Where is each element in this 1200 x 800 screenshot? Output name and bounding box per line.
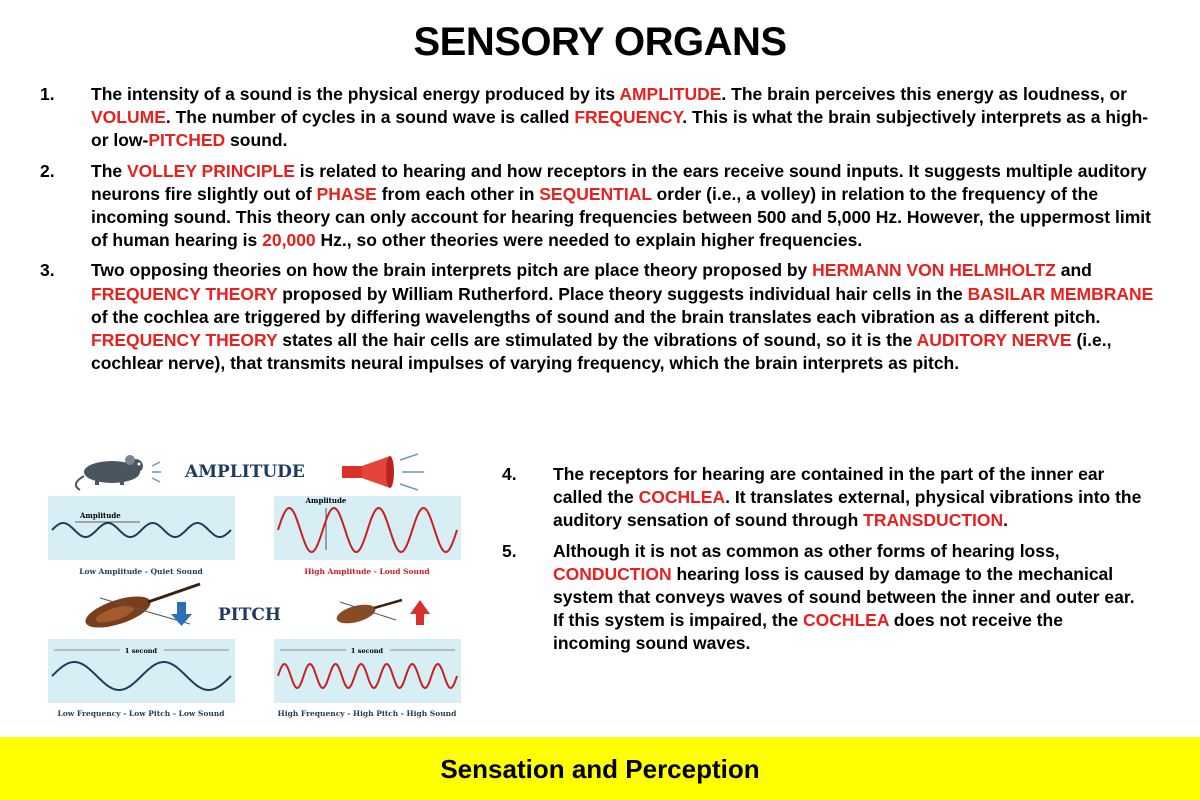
high-amplitude-panel — [274, 496, 461, 560]
highlighted-term: VOLUME — [91, 107, 166, 128]
text-segment: does not receive the incoming sound waves. — [553, 610, 1063, 654]
highlighted-term: CONDUCTION — [553, 563, 672, 584]
pitch-heading: PITCH — [218, 605, 281, 625]
highlighted-term: VOLLEY PRINCIPLE — [126, 160, 295, 181]
panel-label: Amplitude — [80, 511, 121, 520]
megaphone-icon — [342, 454, 424, 490]
text-segment: . The number of cycles in a sound wave is called — [165, 107, 575, 128]
panel-caption: Low Frequency - Low Pitch - Low Sound — [57, 709, 225, 718]
infographic-svg — [40, 450, 470, 730]
list-item — [40, 160, 1165, 253]
violin-icon — [335, 600, 402, 627]
text-segment: The intensity of a sound is the physical energy produced by its — [91, 84, 620, 104]
arrow-up-icon — [410, 600, 430, 625]
amplitude-heading: AMPLITUDE — [185, 462, 305, 482]
text-segment: proposed by William Rutherford. Place theory suggests individual hair cells in the — [277, 283, 968, 304]
low-amplitude-panel — [48, 496, 235, 560]
highlighted-term: AMPLITUDE — [619, 84, 722, 104]
panel-caption: High Amplitude - Loud Sound — [304, 567, 430, 576]
highlighted-term: HERMANN VON HELMHOLTZ — [812, 260, 1056, 281]
item-number: 3. — [40, 260, 55, 281]
arrow-down-icon — [171, 602, 192, 626]
text-segment: . — [1003, 510, 1009, 531]
highlighted-term: SEQUENTIAL — [539, 183, 652, 204]
sound-lines-icon — [152, 462, 161, 482]
highlighted-term: PITCHED — [148, 130, 226, 151]
text-segment: (i.e., cochlear nerve), that transmits neural impulses of varying frequency, which the brain interprets as pitch. — [91, 330, 1112, 374]
panel-label: 1 second — [124, 647, 158, 655]
list-item — [40, 259, 1165, 375]
text-segment: hearing loss is caused by damage to the mechanical system that conveys waves of sound between the inner and outer ear. If this system is impaired, the — [553, 563, 1135, 631]
list-item — [502, 463, 1142, 533]
highlighted-term: AUDITORY NERVE — [916, 330, 1072, 351]
highlighted-term: BASILAR MEMBRANE — [967, 283, 1154, 304]
text-segment: states all the hair cells are stimulated by the vibrations of sound, so it is the — [277, 330, 917, 351]
highlighted-term: 20,000 — [262, 230, 316, 251]
sound-wave-infographic — [40, 450, 470, 730]
item-text — [91, 260, 1153, 373]
text-segment: . This is what the brain subjectively interprets as a high- or low- — [91, 107, 1149, 151]
text-segment: from each other in — [376, 183, 540, 204]
item-number: 1. — [40, 84, 55, 104]
text-segment: Although it is not as common as other forms of hearing loss, — [553, 540, 1060, 561]
panel-label: Amplitude — [305, 496, 347, 505]
text-segment: Hz., so other theories were needed to explain higher frequencies. — [315, 230, 863, 251]
item-text — [91, 161, 1151, 251]
highlighted-term: FREQUENCY — [574, 107, 683, 128]
text-segment: . It translates external, physical vibrations into the auditory sensation of sound through — [553, 487, 1142, 531]
text-segment: sound. — [225, 130, 288, 151]
page-title: SENSORY ORGANS — [413, 20, 787, 64]
item-text — [91, 84, 1148, 150]
item-number: 5. — [502, 540, 517, 561]
panel-caption: High Frequency - High Pitch - High Sound — [277, 709, 457, 718]
text-segment: and — [1055, 260, 1092, 281]
footer-bar — [0, 737, 1200, 800]
item-text — [553, 541, 1135, 654]
highlighted-term: TRANSDUCTION — [863, 510, 1004, 531]
list-item — [40, 83, 1165, 153]
panel-label: 1 second — [350, 647, 384, 655]
highlighted-term: COCHLEA — [638, 487, 726, 508]
highlighted-term: FREQUENCY THEORY — [91, 330, 278, 351]
text-segment: . The brain perceives this energy as loudness, or — [721, 84, 1127, 104]
panel-caption: Low Amplitude - Quiet Sound — [79, 567, 203, 576]
text-segment: of the cochlea are triggered by differing wavelengths of sound and the brain translates each vibration as a different pitch. — [91, 306, 1101, 327]
list-item — [502, 540, 1142, 656]
high-frequency-panel — [274, 639, 461, 703]
highlighted-term: PHASE — [316, 183, 377, 204]
mouse-icon — [76, 455, 143, 490]
item-text — [553, 464, 1141, 530]
footer-title: Sensation and Perception — [440, 754, 760, 784]
text-segment: Two opposing theories on how the brain interprets pitch are place theory proposed by — [91, 260, 813, 281]
highlighted-term: FREQUENCY THEORY — [91, 283, 278, 304]
text-segment: The — [91, 160, 127, 181]
text-segment: order (i.e., a volley) in relation to the frequency of the incoming sound. This theory can only account for hearing frequencies between 500 and 5,000 Hz. However, the uppermost limit of human hearing is — [91, 183, 1151, 251]
text-segment: The receptors for hearing are contained in the part of the inner ear called the — [553, 464, 1105, 508]
highlighted-term: COCHLEA — [802, 610, 889, 631]
low-frequency-panel — [48, 639, 235, 703]
item-number: 2. — [40, 160, 55, 181]
item-number: 4. — [502, 464, 517, 484]
numbered-list — [40, 83, 1165, 382]
numbered-list-right — [502, 463, 1142, 663]
text-segment: is related to hearing and how receptors in the ears receive sound inputs. It suggests multiple auditory neurons fire slightly out of — [91, 160, 1147, 204]
